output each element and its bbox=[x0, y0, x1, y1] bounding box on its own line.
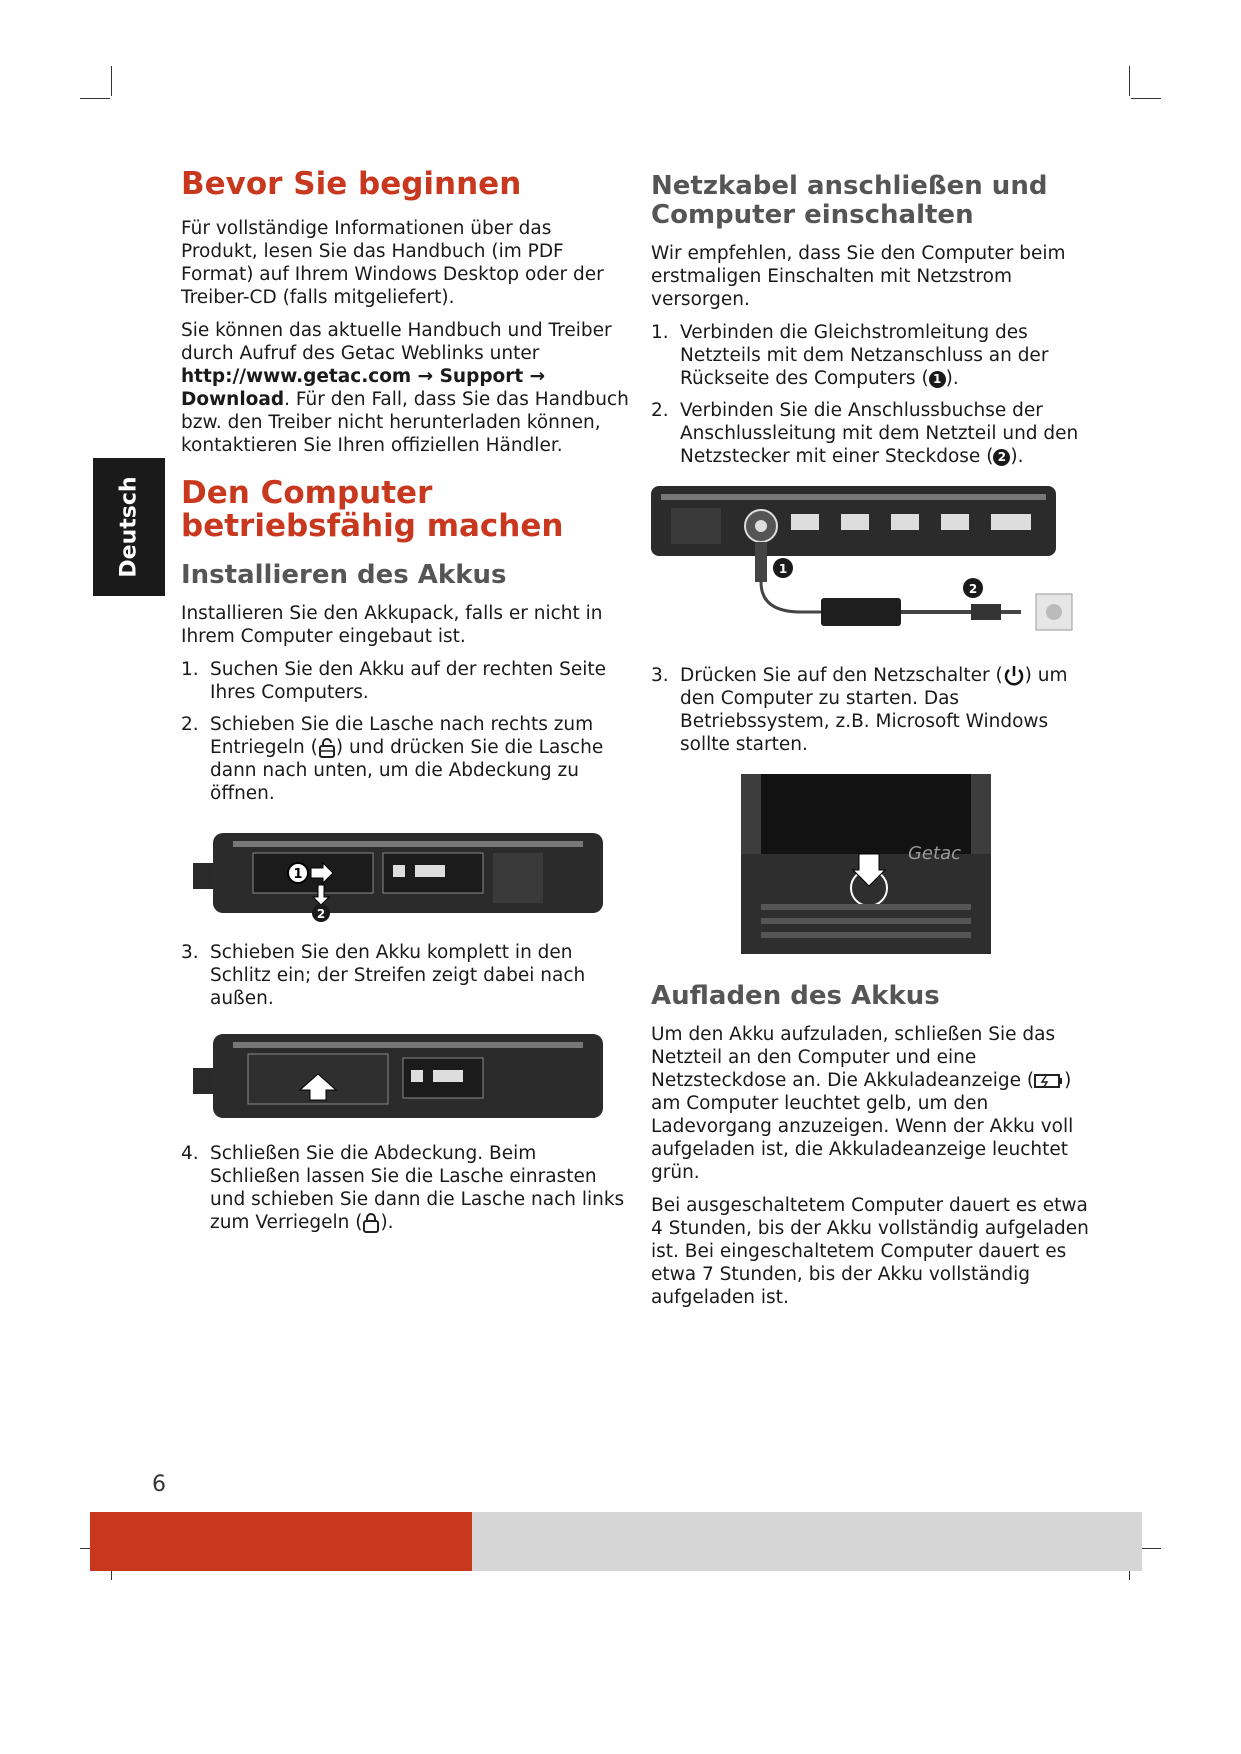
paragraph-install-intro: Installieren Sie den Akkupack, falls er nicht in Ihrem Computer eingebaut ist. bbox=[181, 603, 603, 647]
unlock-icon bbox=[318, 738, 336, 758]
battery-cover-open-illustration bbox=[193, 823, 613, 923]
figure-label-2: 2 bbox=[316, 907, 326, 921]
left-column bbox=[181, 168, 631, 1244]
list-item: 4. Schließen Sie die Abdeckung. Beim Schließen lassen Sie die Lasche einrasten und schieben Sie dann die Lasche nach links zum Verriegeln ( ). bbox=[181, 1143, 625, 1233]
list-item: 2. Verbinden Sie die Anschlussbuchse der Anschlussleitung mit dem Netzteil und den Netzstecker mit einer Steckdose ( 2 ). bbox=[651, 400, 1079, 467]
heading-charge-battery: Aufladen des Akkus bbox=[651, 981, 940, 1011]
crop-mark bbox=[111, 66, 112, 96]
paragraph-charge-duration: Bei ausgeschaltetem Computer dauert es etwa 4 Stunden, bis der Akku vollständig aufgeladen ist. Bei eingeschaltetem Computer dauert es etwa 7 Stunden, bis der Akku vollständig aufgeladen ist. bbox=[651, 1195, 1089, 1308]
crop-mark bbox=[1129, 66, 1130, 96]
figure-label-1: 1 bbox=[293, 867, 303, 882]
footer-bar-gray bbox=[472, 1512, 1142, 1571]
paragraph-weblink: Sie können das aktuelle Handbuch und Treiber durch Aufruf des Getac Weblinks unter http://www.getac.com → Support → Download. Für den Fall, dass Sie das Handbuch bzw. den Treiber nicht herunterladen können, kontaktieren Sie Ihren offiziellen Händler. bbox=[181, 320, 629, 456]
power-connection-illustration bbox=[651, 486, 1081, 646]
install-steps bbox=[181, 658, 631, 805]
figure-label-1: 1 bbox=[778, 562, 788, 576]
install-steps-final bbox=[181, 1142, 631, 1234]
language-tab-label: Deutsch bbox=[116, 476, 142, 578]
brand-logo: Getac bbox=[907, 843, 961, 864]
language-tab bbox=[93, 458, 165, 596]
power-steps-cont bbox=[651, 664, 1101, 756]
battery-charge-icon bbox=[1034, 1072, 1064, 1090]
install-steps-cont bbox=[181, 941, 631, 1010]
heading-connect-power: Netzkabel anschließen und Computer einschalten bbox=[651, 171, 1048, 230]
paragraph-power-intro: Wir empfehlen, dass Sie den Computer beim erstmaligen Einschalten mit Netzstrom versorgen. bbox=[651, 243, 1066, 310]
figure-label-2: 2 bbox=[968, 582, 978, 596]
list-item: 1. Suchen Sie den Akku auf der rechten Seite Ihres Computers. bbox=[181, 659, 607, 703]
crop-mark bbox=[1131, 98, 1161, 99]
callout-1-icon: 1 bbox=[929, 371, 946, 388]
weblink-path[interactable]: http://www.getac.com → Support → Download bbox=[181, 366, 546, 410]
power-button-illustration bbox=[741, 774, 991, 954]
list-item: 2. Schieben Sie die Lasche nach rechts zum Entriegeln ( ) und drücken Sie die Lasche dann nach unten, um die Abdeckung zu öffnen. bbox=[181, 714, 604, 804]
heading-before-you-begin: Bevor Sie beginnen bbox=[181, 166, 522, 202]
lock-icon bbox=[362, 1213, 380, 1233]
paragraph-manual-info: Für vollständige Informationen über das Produkt, lesen Sie das Handbuch (im PDF Format) auf Ihrem Windows Desktop oder der Treiber-CD (falls mitgeliefert). bbox=[181, 218, 604, 308]
paragraph-charge-info: Um den Akku aufzuladen, schließen Sie das Netzteil an den Computer und eine Netzsteckdose an. Die Akkuladeanzeige ( ) am Computer leuchtet gelb, um den Ladevorgang anzuzeigen. Wenn der Akku voll aufgeladen ist, die Akkuladeanzeige leuchtet grün. bbox=[651, 1024, 1074, 1183]
callout-2-icon: 2 bbox=[993, 449, 1010, 466]
heading-install-battery: Installieren des Akkus bbox=[181, 560, 507, 590]
heading-make-operational: Den Computer betriebsfähig machen bbox=[181, 475, 564, 544]
page-number: 6 bbox=[152, 1472, 166, 1497]
footer-bar-accent bbox=[90, 1512, 472, 1571]
power-steps bbox=[651, 321, 1101, 468]
list-item: 1. Verbinden die Gleichstromleitung des Netzteils mit dem Netzanschluss an der Rückseite des Computers ( 1 ). bbox=[651, 322, 1049, 389]
power-icon bbox=[1003, 665, 1025, 687]
crop-mark bbox=[80, 98, 110, 99]
list-item: 3. Drücken Sie auf den Netzschalter ( ) um den Computer zu starten. Das Betriebssystem, z.B. Microsoft Windows sollte starten. bbox=[651, 665, 1068, 755]
list-item: 3. Schieben Sie den Akku komplett in den Schlitz ein; der Streifen zeigt dabei nach außen. bbox=[181, 942, 586, 1009]
battery-insert-illustration bbox=[193, 1028, 613, 1124]
right-column bbox=[651, 168, 1101, 1319]
